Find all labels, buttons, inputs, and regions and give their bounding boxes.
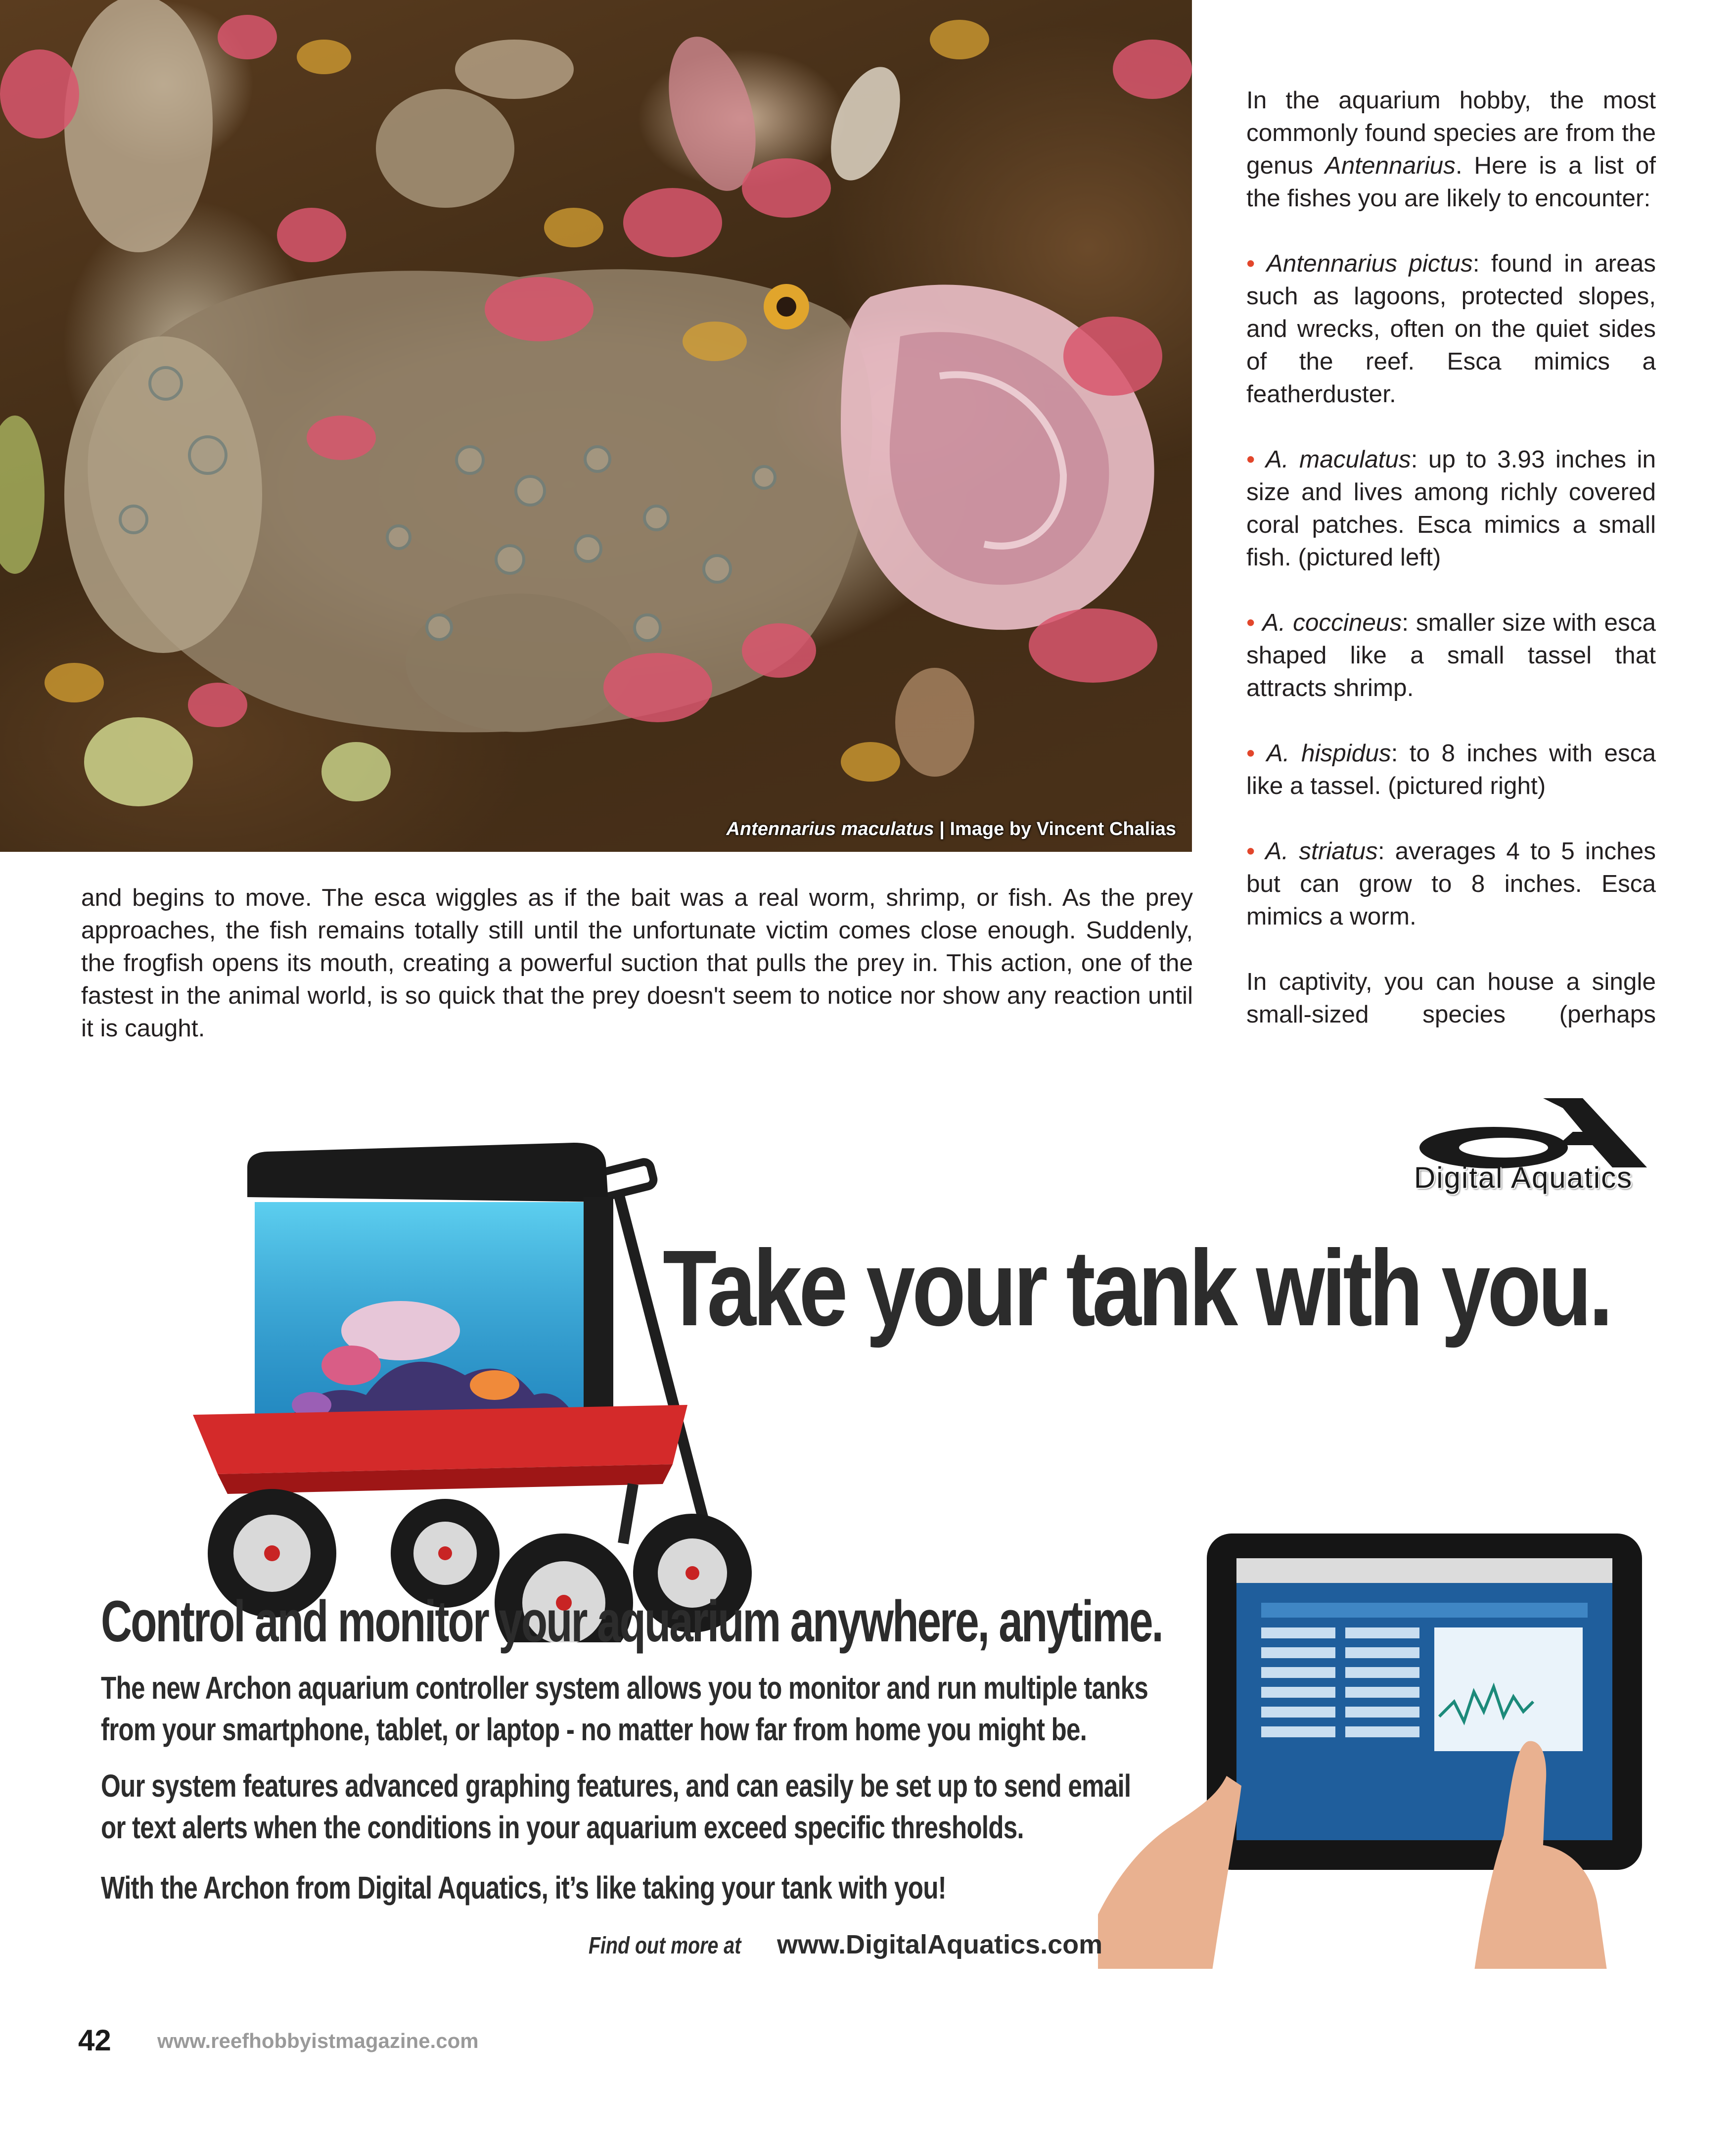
ad-call-to-action bbox=[589, 1929, 1102, 1960]
ad-paragraph-1-line-2: from your smartphone, tablet, or laptop - no matter how far from home you might be. bbox=[101, 1712, 1087, 1747]
intro-text: In the aquarium hobby, the most commonly found species are from the genus bbox=[1246, 87, 1656, 179]
ad-paragraph-1-line-1: The new Archon aquarium controller system allows you to monitor and run multiple tanks bbox=[101, 1670, 1148, 1706]
ad-paragraph-2 bbox=[101, 1765, 1131, 1848]
ad-paragraph-2-line-2: or text alerts when the conditions in your aquarium exceed specific thresholds. bbox=[101, 1810, 1024, 1845]
digital-aquatics-ad bbox=[89, 1083, 1657, 1969]
cta-url-link[interactable]: www.DigitalAquatics.com bbox=[777, 1930, 1103, 1959]
frogfish-photo bbox=[0, 0, 1192, 852]
species-name: Antennarius pictus bbox=[1266, 250, 1473, 277]
ad-subheadline: Control and monitor your aquarium anywhere, anytime. bbox=[101, 1589, 1162, 1654]
intro-genus: Antennarius bbox=[1325, 152, 1456, 179]
species-desc: : smaller size with esca shaped like a small tassel that attracts shrimp. bbox=[1246, 609, 1656, 701]
ad-paragraph-3: With the Archon from Digital Aquatics, it’s like taking your tank with you! bbox=[101, 1870, 946, 1905]
ad-paragraph-1 bbox=[101, 1667, 1148, 1750]
ad-paragraph-2-line-1: Our system features advanced graphing features, and can easily be set up to send email bbox=[101, 1768, 1131, 1804]
species-desc: : up to 3.93 inches in size and lives among richly covered coral patches. Esca mimics a small fish. (pictured left) bbox=[1246, 446, 1656, 571]
species-item bbox=[1246, 606, 1656, 704]
species-item bbox=[1246, 443, 1656, 574]
species-item bbox=[1246, 247, 1656, 411]
footer-url-link[interactable]: www.reefhobbyistmagazine.com bbox=[157, 2029, 479, 2052]
wagon-aquarium-icon bbox=[188, 1108, 806, 1642]
species-desc: : found in areas such as lagoons, protected slopes, and wrecks, often on the quiet sides of the reef. Esca mimics a featherduster. bbox=[1246, 250, 1656, 408]
logo-text: Digital Aquatics bbox=[1414, 1161, 1633, 1194]
frogfish-illustration bbox=[0, 0, 1192, 852]
photo-caption bbox=[726, 819, 1176, 840]
species-name: A. hispidus bbox=[1266, 740, 1391, 767]
intro-paragraph bbox=[1246, 84, 1656, 215]
species-name: A. coccineus bbox=[1262, 609, 1402, 636]
bullet-icon: • bbox=[1246, 740, 1255, 767]
closing-paragraph: In captivity, you can house a single small-sized species (perhaps bbox=[1246, 968, 1656, 1028]
article-left-column: and begins to move. The esca wiggles as if the bait was a real worm, shrimp, or fish. As the prey approaches, the fish remains totally still until the unfortunate victim comes close enough. Suddenly, the frogfish opens its mouth, creating a powerful suction that pulls the prey in. This action, one of the fastest in the animal world, is so quick that the prey doesn't seem to notice nor show any reaction until it is caught. bbox=[81, 884, 1193, 1042]
species-desc: : to 8 inches with esca like a tassel. (pictured right) bbox=[1246, 740, 1656, 799]
ad-headline: Take your tank with you. bbox=[663, 1228, 1610, 1348]
tablet-app-icon bbox=[1098, 1529, 1657, 1969]
species-name: A. striatus bbox=[1265, 837, 1378, 865]
bullet-icon: • bbox=[1246, 250, 1255, 277]
cta-lead: Find out more at bbox=[589, 1933, 741, 1959]
species-item bbox=[1246, 835, 1656, 933]
intro-text-end: . Here is a list of the fishes you are likely to encounter: bbox=[1246, 152, 1656, 212]
caption-species: Antennarius maculatus bbox=[726, 819, 934, 839]
species-desc: : averages 4 to 5 inches but can grow to 8 inches. Esca mimics a worm. bbox=[1246, 837, 1656, 930]
article-right-column bbox=[1246, 84, 1656, 1031]
caption-credit: Image by Vincent Chalias bbox=[950, 819, 1176, 839]
bullet-icon: • bbox=[1246, 446, 1255, 473]
species-name: A. maculatus bbox=[1265, 446, 1411, 473]
bullet-icon: • bbox=[1246, 609, 1255, 636]
page-number: 42 bbox=[78, 2024, 111, 2057]
bullet-icon: • bbox=[1246, 837, 1255, 865]
caption-separator: | bbox=[934, 819, 950, 839]
species-item bbox=[1246, 737, 1656, 802]
